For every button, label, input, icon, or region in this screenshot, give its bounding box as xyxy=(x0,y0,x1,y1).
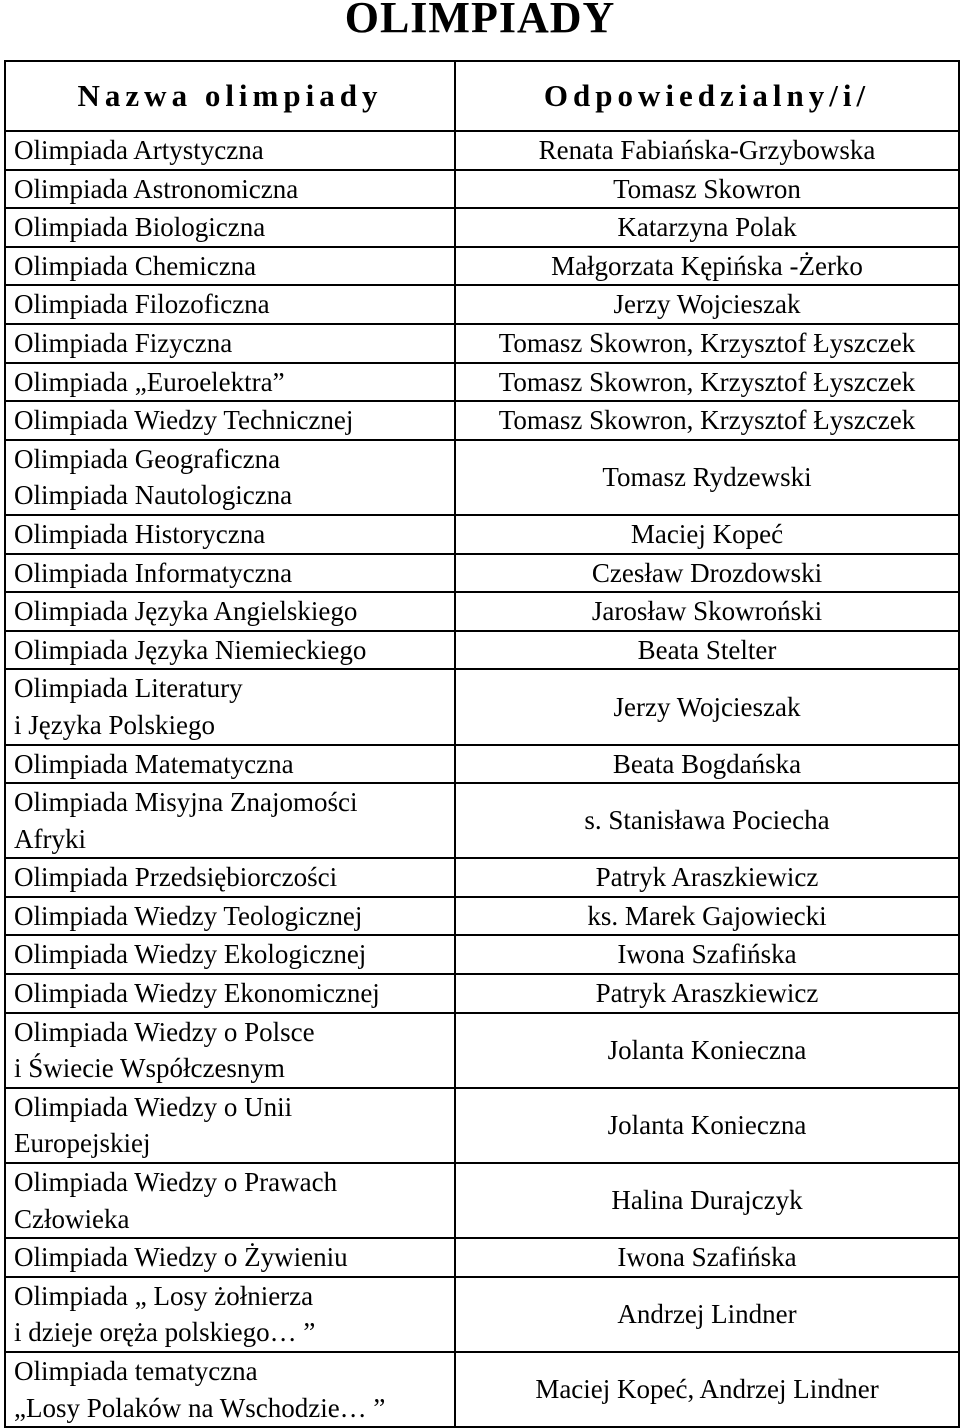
olympiad-name-line: Olimpiada Wiedzy o Prawach xyxy=(14,1167,338,1198)
table-row xyxy=(5,669,959,744)
responsible-person-cell: Katarzyna Polak xyxy=(455,208,959,247)
olympiad-name-cell xyxy=(5,669,455,744)
responsible-person-cell: Tomasz Skowron, Krzysztof Łyszczek xyxy=(455,363,959,402)
responsible-person-cell: Tomasz Skowron xyxy=(455,170,959,209)
responsible-person-cell: Halina Durajczyk xyxy=(455,1163,959,1238)
table-row xyxy=(5,401,959,440)
table-row xyxy=(5,897,959,936)
responsible-person-cell: Iwona Szafińska xyxy=(455,935,959,974)
table-row xyxy=(5,285,959,324)
olympiad-name-cell xyxy=(5,592,455,631)
olympiad-name-line: Olimpiada Matematyczna xyxy=(14,748,294,779)
olympiad-name-line: i dzieje oręża polskiego… ” xyxy=(14,1317,316,1348)
olympiad-name-line: Olimpiada „Euroelektra” xyxy=(14,366,285,397)
responsible-person-cell: Jolanta Konieczna xyxy=(455,1013,959,1088)
responsible-person-cell: Czesław Drozdowski xyxy=(455,554,959,593)
olympiad-name-line: Olimpiada Biologiczna xyxy=(14,212,266,243)
responsible-person-cell: Iwona Szafińska xyxy=(455,1238,959,1277)
olympiad-name-cell xyxy=(5,1277,455,1352)
olympiad-name-cell xyxy=(5,935,455,974)
responsible-person-cell: Tomasz Rydzewski xyxy=(455,440,959,515)
olympiad-name-cell xyxy=(5,745,455,784)
olympiad-name-line: Olimpiada Fizyczna xyxy=(14,327,233,358)
olympiad-name-line: Europejskiej xyxy=(14,1128,151,1159)
olympiad-name-line: Olimpiada tematyczna xyxy=(14,1356,258,1386)
olympiad-name-line: Olimpiada Wiedzy o Unii xyxy=(14,1091,293,1122)
olympiad-name-line: i Języka Polskiego xyxy=(14,709,215,740)
responsible-person-cell: Beata Stelter xyxy=(455,631,959,670)
olympiad-name-line: Olimpiada Wiedzy Ekologicznej xyxy=(14,939,367,970)
responsible-person-cell: Andrzej Lindner xyxy=(455,1277,959,1352)
table-row xyxy=(5,935,959,974)
responsible-person-cell: Tomasz Skowron, Krzysztof Łyszczek xyxy=(455,401,959,440)
responsible-person-cell: Jerzy Wojcieszak xyxy=(455,285,959,324)
table-row xyxy=(5,745,959,784)
table-row xyxy=(5,363,959,402)
responsible-person-cell: Jolanta Konieczna xyxy=(455,1088,959,1163)
olympiad-name-line: Olimpiada Informatyczna xyxy=(14,557,293,588)
olympiad-name-line: Człowieka xyxy=(14,1203,130,1234)
olympiad-name-cell xyxy=(5,247,455,286)
table-row xyxy=(5,631,959,670)
olympiad-name-line: Olimpiada Astronomiczna xyxy=(14,173,299,204)
olympiad-name-line: Olimpiada Filozoficzna xyxy=(14,289,270,320)
table-row xyxy=(5,324,959,363)
olympiad-name-line: Olimpiada Języka Niemieckiego xyxy=(14,634,367,665)
table-row xyxy=(5,858,959,897)
olympiad-name-line: Olimpiada Wiedzy Technicznej xyxy=(14,405,354,436)
olympiad-name-cell xyxy=(5,285,455,324)
table-body xyxy=(5,131,959,1427)
responsible-person-cell: Jarosław Skowroński xyxy=(455,592,959,631)
table-row xyxy=(5,1277,959,1352)
olympiad-name-cell xyxy=(5,170,455,209)
table-row xyxy=(5,554,959,593)
table-row xyxy=(5,1163,959,1238)
olympiad-name-line: Olimpiada Języka Angielskiego xyxy=(14,596,358,627)
table-row xyxy=(5,1238,959,1277)
olympiad-name-cell xyxy=(5,1352,455,1427)
olympiad-name-line: Olimpiada Misyjna Znajomości xyxy=(14,787,358,818)
olympiad-name-line: Olimpiada Geograficzna xyxy=(14,443,281,474)
olympiad-name-line: Olimpiada Wiedzy o Żywieniu xyxy=(14,1242,348,1273)
olympiad-name-cell xyxy=(5,363,455,402)
olympiad-name-cell xyxy=(5,324,455,363)
responsible-person-cell: Patryk Araszkiewicz xyxy=(455,858,959,897)
table-row xyxy=(5,170,959,209)
olympiad-name-line: Olimpiada Wiedzy Ekonomicznej xyxy=(14,978,380,1009)
table-row xyxy=(5,1013,959,1088)
column-header-name: Nazwa olimpiady xyxy=(5,61,455,131)
olympiad-name-cell xyxy=(5,554,455,593)
olympiad-name-line: Olimpiada Przedsiębiorczości xyxy=(14,862,338,893)
olympiad-name-cell xyxy=(5,631,455,670)
olympiad-table xyxy=(4,60,960,1428)
table-row xyxy=(5,131,959,170)
table-row xyxy=(5,247,959,286)
olympiad-name-line: Olimpiada Artystyczna xyxy=(14,135,264,165)
olympiad-name-cell xyxy=(5,515,455,554)
responsible-person-cell: Jerzy Wojcieszak xyxy=(455,669,959,744)
table-row xyxy=(5,1352,959,1427)
table-row xyxy=(5,208,959,247)
page-title: OLIMPIADY xyxy=(344,0,616,42)
responsible-person-cell: ks. Marek Gajowiecki xyxy=(455,897,959,936)
olympiad-name-cell xyxy=(5,131,455,170)
table-row xyxy=(5,592,959,631)
olympiad-name-cell xyxy=(5,208,455,247)
olympiad-name-line: i Świecie Współczesnym xyxy=(14,1053,285,1084)
olympiad-name-cell xyxy=(5,858,455,897)
olympiad-name-cell xyxy=(5,401,455,440)
responsible-person-cell: Renata Fabiańska-Grzybowska xyxy=(455,131,959,170)
table-row xyxy=(5,974,959,1013)
olympiad-name-line: Olimpiada Literatury xyxy=(14,673,243,704)
olympiad-name-cell xyxy=(5,897,455,936)
responsible-person-cell: Patryk Araszkiewicz xyxy=(455,974,959,1013)
column-header-responsible: Odpowiedzialny/i/ xyxy=(455,61,959,131)
responsible-person-cell: Beata Bogdańska xyxy=(455,745,959,784)
olympiad-name-cell xyxy=(5,1088,455,1163)
olympiad-name-line: Olimpiada Wiedzy Teologicznej xyxy=(14,900,363,931)
olympiad-name-cell xyxy=(5,1238,455,1277)
responsible-person-cell: Maciej Kopeć, Andrzej Lindner xyxy=(455,1352,959,1427)
table-header-row xyxy=(5,61,959,131)
olympiad-name-cell xyxy=(5,440,455,515)
table-row xyxy=(5,1088,959,1163)
olympiad-name-line: Olimpiada Historyczna xyxy=(14,518,266,549)
olympiad-name-line: „Losy Polaków na Wschodzie… ” xyxy=(14,1392,386,1423)
table-row xyxy=(5,440,959,515)
table-row xyxy=(5,783,959,858)
responsible-person-cell: Tomasz Skowron, Krzysztof Łyszczek xyxy=(455,324,959,363)
olympiad-name-line: Olimpiada Nautologiczna xyxy=(14,480,293,511)
olympiad-name-line: Afryki xyxy=(14,823,86,854)
olympiad-name-cell xyxy=(5,783,455,858)
responsible-person-cell: Maciej Kopeć xyxy=(455,515,959,554)
responsible-person-cell: s. Stanisława Pociecha xyxy=(455,783,959,858)
olympiad-name-cell xyxy=(5,974,455,1013)
responsible-person-cell: Małgorzata Kępińska -Żerko xyxy=(455,247,959,286)
olympiad-name-cell xyxy=(5,1163,455,1238)
olympiad-name-line: Olimpiada „ Losy żołnierza xyxy=(14,1280,314,1311)
table-row xyxy=(5,515,959,554)
olympiad-name-line: Olimpiada Wiedzy o Polsce xyxy=(14,1016,315,1047)
olympiad-name-line: Olimpiada Chemiczna xyxy=(14,250,257,281)
olympiad-name-cell xyxy=(5,1013,455,1088)
